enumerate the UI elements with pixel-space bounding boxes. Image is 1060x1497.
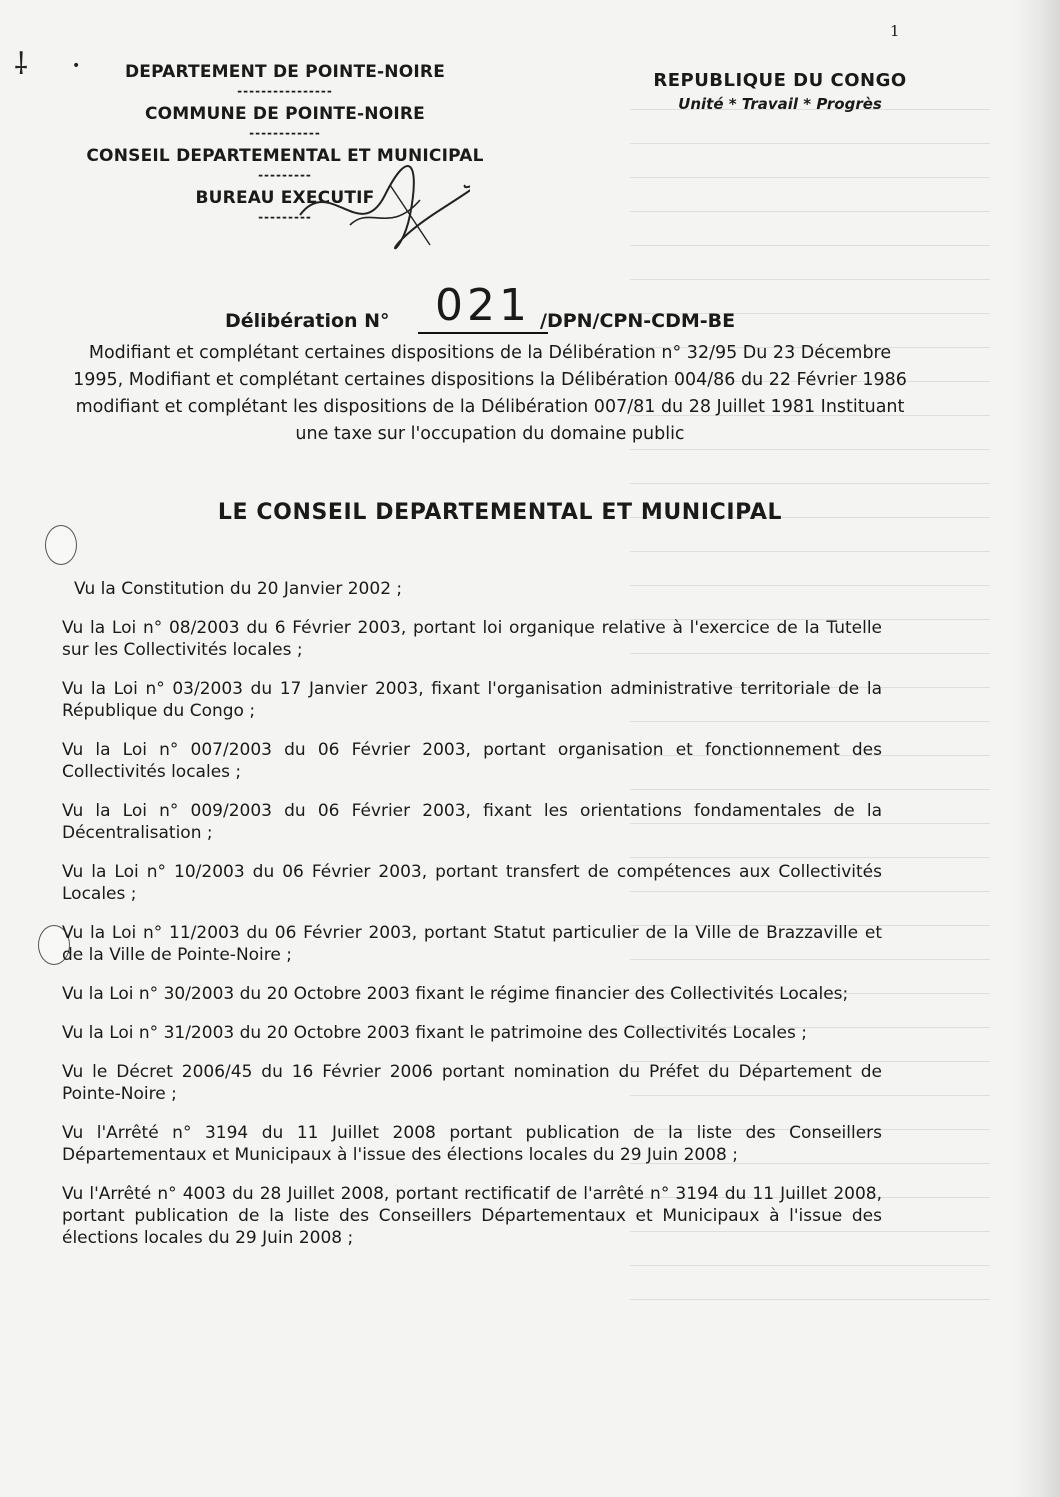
header-separator: --------- <box>258 210 312 224</box>
visa-item: Vu la Loi n° 11/2003 du 06 Février 2003, portant Statut particulier de la Ville de Brazzaville et de la Ville de Pointe-Noire ; <box>62 923 882 965</box>
national-motto: Unité * Travail * Progrès <box>678 95 882 113</box>
scan-edge-shadow <box>1012 0 1060 1497</box>
header-right-block <box>640 70 920 113</box>
visa-item: Vu la Loi n° 08/2003 du 6 Février 2003, portant loi organique relative à l'exercice de la Tutelle sur les Collectivités locales ; <box>62 618 882 660</box>
visa-item: Vu la Loi n° 007/2003 du 06 Février 2003, portant organisation et fonctionnement des Collectivités locales ; <box>62 740 882 782</box>
header-council: CONSEIL DEPARTEMENTAL ET MUNICIPAL <box>86 146 484 166</box>
country-name: REPUBLIQUE DU CONGO <box>653 70 907 91</box>
deliberation-prefix: Délibération N° <box>225 310 390 332</box>
page-number: 1 <box>890 22 900 40</box>
visa-item: Vu la Loi n° 03/2003 du 17 Janvier 2003, fixant l'organisation administrative territoriale de la République du Congo ; <box>62 679 882 721</box>
visa-item: Vu la Loi n° 10/2003 du 06 Février 2003, portant transfert de compétences aux Collectivités Locales ; <box>62 862 882 904</box>
handwritten-signature <box>290 155 470 265</box>
visa-item: Vu la Loi n° 31/2003 du 20 Octobre 2003 fixant le patrimoine des Collectivités Locales ; <box>62 1023 807 1043</box>
visa-item: Vu la Constitution du 20 Janvier 2002 ; <box>74 579 403 599</box>
visa-item: Vu l'Arrêté n° 4003 du 28 Juillet 2008, portant rectificatif de l'arrêté n° 3194 du 11 Juillet 2008, portant publication de la liste des Conseillers Départementaux et Municipaux à l'issue des élections locales du 29 Juin 2008 ; <box>62 1184 882 1248</box>
header-commune: COMMUNE DE POINTE-NOIRE <box>144 104 425 124</box>
visa-item: Vu le Décret 2006/45 du 16 Février 2006 portant nomination du Préfet du Département de Pointe-Noire ; <box>62 1062 882 1104</box>
dot-mark-icon: • <box>72 58 81 74</box>
deliberation-heading <box>150 280 870 340</box>
visa-item: Vu l'Arrêté n° 3194 du 11 Juillet 2008 portant publication de la liste des Conseillers Départementaux et Municipaux à l'issue des élections locales du 29 Juin 2008 ; <box>62 1123 882 1165</box>
header-separator: --------- <box>258 168 312 182</box>
deliberation-subtitle: Modifiant et complétant certaines dispositions de la Délibération n° 32/95 Du 23 Décembre 1995, Modifiant et complétant certaines dispositions la Délibération 004/86 du 22 Février 1986 modifiant et complétant les dispositions de la Délibération 007/81 du 28 Juillet 1981 Instituant une taxe sur l'occupation du domaine public <box>73 343 907 444</box>
visa-item: Vu la Loi n° 009/2003 du 06 Février 2003, fixant les orientations fondamentales de la Décentralisation ; <box>62 801 882 843</box>
deliberation-suffix: /DPN/CPN-CDM-BE <box>540 310 736 332</box>
header-bureau: BUREAU EXECUTIF <box>195 188 375 208</box>
council-title: LE CONSEIL DEPARTEMENTAL ET MUNICIPAL <box>217 500 783 525</box>
visa-list <box>62 578 882 1266</box>
header-department: DEPARTEMENT DE POINTE-NOIRE <box>124 62 446 82</box>
staple-mark-icon: ⸸ <box>14 47 29 82</box>
deliberation-number: 021 <box>418 280 548 334</box>
visa-item: Vu la Loi n° 30/2003 du 20 Octobre 2003 fixant le régime financier des Collectivités Locales; <box>62 984 849 1004</box>
header-separator: ---------------- <box>237 84 333 98</box>
header-separator: ------------ <box>249 126 321 140</box>
punch-hole <box>45 525 77 565</box>
